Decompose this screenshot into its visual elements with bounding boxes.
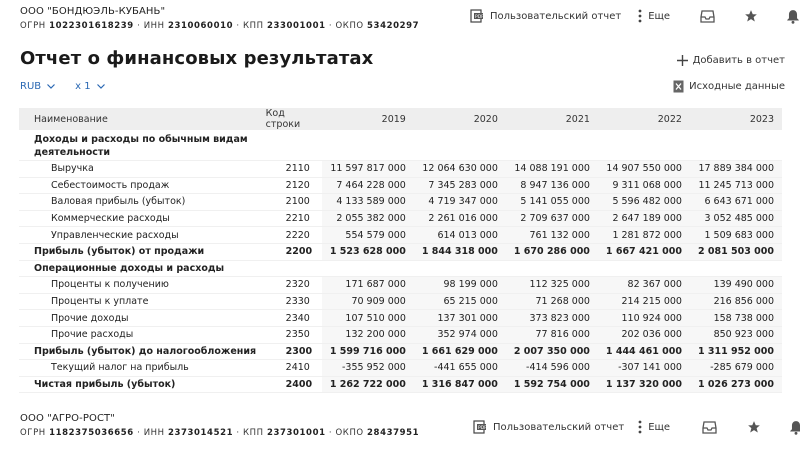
star-icon: [747, 420, 761, 434]
row-code: 2300: [266, 343, 322, 360]
value-cell: 761 132 000: [506, 227, 598, 244]
okpo-value: 28437951: [367, 428, 420, 438]
value-cell: 850 923 000: [690, 326, 782, 343]
value-cell: 2 647 189 000: [598, 210, 690, 227]
table-row: [19, 343, 782, 360]
value-cell: 2 055 382 000: [322, 210, 414, 227]
bell-icon: [786, 9, 800, 24]
kpp-value: 233001001: [266, 21, 326, 31]
value-cell: 352 974 000: [414, 326, 506, 343]
chevron-down-icon: [97, 84, 105, 89]
value-cell: 6 643 671 000: [690, 194, 782, 211]
inbox-button[interactable]: [702, 421, 717, 434]
value-cell: 5 141 055 000: [506, 194, 598, 211]
notifications-button[interactable]: [786, 9, 800, 24]
row-code: 2400: [266, 376, 322, 393]
notifications-button[interactable]: [789, 420, 800, 435]
inn-value: 2310060010: [167, 21, 234, 31]
ogrn-value: 1182375036656: [49, 428, 134, 438]
value-cell: 1 311 952 000: [690, 343, 782, 360]
table-body: [19, 130, 782, 393]
value-cell: 1 592 754 000: [506, 376, 598, 393]
value-cell: 107 510 000: [322, 310, 414, 327]
value-cell: 4 719 347 000: [414, 194, 506, 211]
plus-icon: [677, 55, 688, 66]
table-row: [19, 310, 782, 327]
table-row: [19, 243, 782, 260]
value-cell: [690, 130, 782, 161]
inbox-button[interactable]: [700, 10, 715, 23]
row-name: Доходы и расходы по обычным видам деятельности: [19, 130, 266, 161]
financial-results-table: [19, 108, 782, 393]
more-button[interactable]: Еще: [638, 420, 670, 434]
star-icon: [744, 9, 758, 23]
company-identifiers: ОГРН 1182375036656 · ИНН 2373014521 · КПП 237301001 · ОКПО 28437951: [20, 428, 420, 438]
row-code: 2220: [266, 227, 322, 244]
value-cell: 7 464 228 000: [322, 177, 414, 194]
value-cell: 110 924 000: [598, 310, 690, 327]
multiplier-select[interactable]: x 1: [75, 81, 104, 92]
custom-report-button[interactable]: PDF Пользовательский отчет: [473, 420, 624, 434]
value-cell: 4 133 589 000: [322, 194, 414, 211]
value-cell: 158 738 000: [690, 310, 782, 327]
company-toolbar-2: [473, 417, 788, 437]
value-cell: [322, 260, 414, 277]
value-cell: 7 345 283 000: [414, 177, 506, 194]
value-cell: 12 064 630 000: [414, 161, 506, 178]
company-name[interactable]: ООО "БОНДЮЭЛЬ-КУБАНЬ": [20, 6, 166, 17]
pdf-report-icon: [473, 420, 487, 434]
value-cell: 98 199 000: [414, 277, 506, 294]
value-cell: [322, 130, 414, 161]
table-row: [19, 360, 782, 377]
favorite-button[interactable]: [744, 9, 758, 23]
row-name: Проценты к уплате: [19, 293, 266, 310]
okpo-value: 53420297: [367, 21, 420, 31]
column-header-code[interactable]: Код строки: [266, 108, 322, 130]
company-identifiers: ОГРН 1022301618239 · ИНН 2310060010 · КПП 233001001 · ОКПО 53420297: [20, 21, 420, 31]
value-cell: -441 655 000: [414, 360, 506, 377]
row-name: Себестоимость продаж: [19, 177, 266, 194]
row-name: Прочие расходы: [19, 326, 266, 343]
value-cell: [598, 130, 690, 161]
value-cell: 14 088 191 000: [506, 161, 598, 178]
more-vertical-icon: [638, 9, 642, 23]
value-cell: 1 844 318 000: [414, 243, 506, 260]
chevron-down-icon: [47, 84, 55, 89]
value-cell: 2 081 503 000: [690, 243, 782, 260]
table-row: [19, 194, 782, 211]
value-cell: 9 311 068 000: [598, 177, 690, 194]
source-data-button[interactable]: Исходные данные: [673, 80, 785, 93]
bell-icon: [789, 420, 800, 435]
ogrn-value: 1022301618239: [49, 21, 134, 31]
row-name: Операционные доходы и расходы: [19, 260, 266, 277]
value-cell: 1 661 629 000: [414, 343, 506, 360]
value-cell: 1 509 683 000: [690, 227, 782, 244]
value-cell: [414, 130, 506, 161]
value-cell: 132 200 000: [322, 326, 414, 343]
table-row: [19, 227, 782, 244]
row-code: [266, 260, 322, 277]
row-name: Коммерческие расходы: [19, 210, 266, 227]
table-row: [19, 376, 782, 393]
column-header-name[interactable]: Наименование: [19, 108, 266, 130]
value-cell: 65 215 000: [414, 293, 506, 310]
row-code: 2110: [266, 161, 322, 178]
value-cell: 70 909 000: [322, 293, 414, 310]
value-cell: 1 026 273 000: [690, 376, 782, 393]
value-cell: 1 281 872 000: [598, 227, 690, 244]
more-vertical-icon: [638, 420, 642, 434]
value-cell: 8 947 136 000: [506, 177, 598, 194]
table-row: [19, 277, 782, 294]
row-name: Валовая прибыль (убыток): [19, 194, 266, 211]
column-header-year[interactable]: 2020: [414, 108, 506, 130]
custom-report-button[interactable]: PDF Пользовательский отчет: [470, 9, 621, 23]
value-cell: 71 268 000: [506, 293, 598, 310]
value-cell: 202 036 000: [598, 326, 690, 343]
value-cell: 5 596 482 000: [598, 194, 690, 211]
company-toolbar-1: [470, 6, 785, 26]
value-cell: 554 579 000: [322, 227, 414, 244]
value-cell: [598, 260, 690, 277]
value-cell: [414, 260, 506, 277]
currency-select[interactable]: RUB: [20, 81, 55, 92]
section-header-row: [19, 130, 782, 161]
value-cell: 82 367 000: [598, 277, 690, 294]
value-cell: [506, 130, 598, 161]
value-cell: 17 889 384 000: [690, 161, 782, 178]
value-cell: 1 599 716 000: [322, 343, 414, 360]
row-code: 2350: [266, 326, 322, 343]
row-name: Прибыль (убыток) до налогообложения: [19, 343, 266, 360]
value-cell: 139 490 000: [690, 277, 782, 294]
favorite-button[interactable]: [747, 420, 761, 434]
value-cell: [506, 260, 598, 277]
company-header-2: [20, 413, 419, 438]
column-header-year[interactable]: 2023: [690, 108, 782, 130]
svg-text:PDF: PDF: [475, 15, 484, 20]
value-cell: -285 679 000: [690, 360, 782, 377]
table-header-row: [19, 108, 782, 130]
value-cell: 1 316 847 000: [414, 376, 506, 393]
kpp-value: 237301001: [266, 428, 326, 438]
row-code: 2100: [266, 194, 322, 211]
company-header-1: [20, 6, 419, 31]
table-row: [19, 210, 782, 227]
row-code: 2120: [266, 177, 322, 194]
value-cell: [690, 260, 782, 277]
section-header-row: [19, 260, 782, 277]
value-cell: 112 325 000: [506, 277, 598, 294]
table-row: [19, 293, 782, 310]
row-name: Проценты к получению: [19, 277, 266, 294]
table-row: [19, 326, 782, 343]
row-code: [266, 130, 322, 161]
row-code: 2320: [266, 277, 322, 294]
value-cell: 1 670 286 000: [506, 243, 598, 260]
value-cell: 1 667 421 000: [598, 243, 690, 260]
row-name: Прибыль (убыток) от продажи: [19, 243, 266, 260]
value-cell: 614 013 000: [414, 227, 506, 244]
row-name: Чистая прибыль (убыток): [19, 376, 266, 393]
svg-text:PDF: PDF: [478, 426, 487, 431]
value-cell: 373 823 000: [506, 310, 598, 327]
column-header-year[interactable]: 2021: [506, 108, 598, 130]
table-row: [19, 177, 782, 194]
row-name: Выручка: [19, 161, 266, 178]
row-code: 2340: [266, 310, 322, 327]
pdf-report-icon: [470, 9, 484, 23]
value-cell: 2 261 016 000: [414, 210, 506, 227]
page-title: Отчет о финансовых результатах: [20, 48, 374, 69]
value-cell: 1 523 628 000: [322, 243, 414, 260]
value-cell: 1 137 320 000: [598, 376, 690, 393]
row-code: 2410: [266, 360, 322, 377]
add-to-report-button[interactable]: Добавить в отчет: [677, 55, 785, 66]
value-cell: 137 301 000: [414, 310, 506, 327]
value-cell: -414 596 000: [506, 360, 598, 377]
value-cell: 1 262 722 000: [322, 376, 414, 393]
more-button[interactable]: Еще: [638, 9, 670, 23]
row-code: 2200: [266, 243, 322, 260]
column-header-year[interactable]: 2019: [322, 108, 414, 130]
company-name[interactable]: ООО "АГРО-РОСТ": [20, 413, 115, 424]
value-cell: 2 007 350 000: [506, 343, 598, 360]
value-cell: 11 597 817 000: [322, 161, 414, 178]
value-cell: 2 709 637 000: [506, 210, 598, 227]
inbox-icon: [700, 10, 715, 23]
value-cell: 214 215 000: [598, 293, 690, 310]
value-cell: 14 907 550 000: [598, 161, 690, 178]
column-header-year[interactable]: 2022: [598, 108, 690, 130]
value-cell: 11 245 713 000: [690, 177, 782, 194]
row-name: Прочие доходы: [19, 310, 266, 327]
value-cell: -307 141 000: [598, 360, 690, 377]
row-code: 2210: [266, 210, 322, 227]
row-code: 2330: [266, 293, 322, 310]
table-settings: [20, 81, 105, 92]
table-row: [19, 161, 782, 178]
inbox-icon: [702, 421, 717, 434]
row-name: Управленческие расходы: [19, 227, 266, 244]
value-cell: -355 952 000: [322, 360, 414, 377]
value-cell: 77 816 000: [506, 326, 598, 343]
excel-file-icon: [673, 80, 684, 93]
value-cell: 3 052 485 000: [690, 210, 782, 227]
value-cell: 216 856 000: [690, 293, 782, 310]
value-cell: 1 444 461 000: [598, 343, 690, 360]
value-cell: 171 687 000: [322, 277, 414, 294]
inn-value: 2373014521: [167, 428, 234, 438]
row-name: Текущий налог на прибыль: [19, 360, 266, 377]
